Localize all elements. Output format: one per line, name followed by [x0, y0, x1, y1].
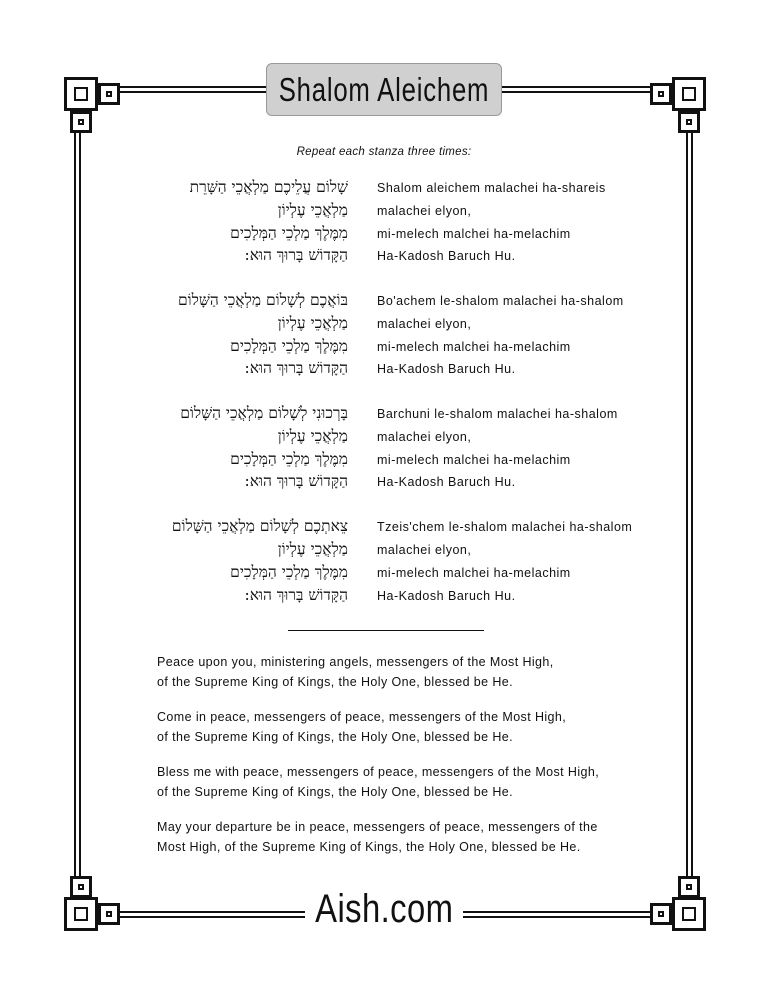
- border-right-line: [686, 133, 693, 878]
- hebrew-line: מַלְאֲכֵי עֶלְיוֹן: [277, 540, 348, 558]
- translation-paragraph-2: [157, 707, 566, 747]
- transliteration-line: Tzeis'chem le-shalom malachei ha-shalom: [377, 520, 633, 534]
- translation-paragraph-4: [157, 817, 598, 857]
- transliteration-line: Ha-Kadosh Baruch Hu.: [377, 475, 516, 489]
- transliteration-line: mi-melech malchei ha-melachim: [377, 340, 571, 354]
- hebrew-line: מַלְאֲכֵי עֶלְיוֹן: [277, 201, 348, 219]
- translation-line: Bless me with peace, messengers of peace, messengers of the Most High,: [157, 765, 600, 779]
- transliteration-line: Ha-Kadosh Baruch Hu.: [377, 249, 516, 263]
- translation-line: of the Supreme King of Kings, the Holy One, blessed be He.: [157, 785, 514, 799]
- translation-line: of the Supreme King of Kings, the Holy One, blessed be He.: [157, 730, 514, 744]
- transliteration-line: malachei elyon,: [377, 204, 472, 218]
- footer-brand-text: Aish.com: [314, 887, 454, 931]
- corner-square-icon: [678, 111, 700, 133]
- translation-line: Peace upon you, ministering angels, messengers of the Most High,: [157, 655, 554, 669]
- hebrew-line: מִמֶּלֶךְ מַלְכֵי הַמְּלָכִים: [230, 563, 348, 581]
- transliteration-line: Bo'achem le-shalom malachei ha-shalom: [377, 294, 624, 308]
- hebrew-line: בָּרְכוּנִי לְשָׁלוֹם מַלְאֲכֵי הַשָּׁלוֹם: [180, 404, 348, 422]
- hebrew-line: מַלְאֲכֵי עֶלְיוֹן: [277, 314, 348, 332]
- hebrew-line: הַקָּדוֹשׁ בָּרוּךְ הוּא:: [244, 359, 348, 377]
- transliteration-line: Ha-Kadosh Baruch Hu.: [377, 589, 516, 603]
- transliteration-line: Ha-Kadosh Baruch Hu.: [377, 362, 516, 376]
- corner-square-icon: [650, 83, 672, 105]
- hebrew-line: הַקָּדוֹשׁ בָּרוּךְ הוּא:: [244, 246, 348, 264]
- hebrew-line: שָׁלוֹם עֲלֵיכֶם מַלְאֲכֵי הַשָּׁרֵת: [189, 178, 348, 196]
- transliteration-line: malachei elyon,: [377, 317, 472, 331]
- corner-square-icon: [64, 77, 98, 111]
- instruction-text: Repeat each stanza three times:: [296, 146, 472, 158]
- translation-line: Come in peace, messengers of peace, messengers of the Most High,: [157, 710, 567, 724]
- hebrew-line: מִמֶּלֶךְ מַלְכֵי הַמְּלָכִים: [230, 224, 348, 242]
- transliteration-line: mi-melech malchei ha-melachim: [377, 453, 571, 467]
- title-banner: [266, 63, 502, 116]
- hebrew-line: צֵאתְכֶם לְשָׁלוֹם מַלְאֲכֵי הַשָּׁלוֹם: [171, 517, 348, 535]
- translation-line: Most High, of the Supreme King of Kings, the Holy One, blessed be He.: [157, 840, 581, 854]
- hebrew-line: מִמֶּלֶךְ מַלְכֵי הַמְּלָכִים: [230, 337, 348, 355]
- border-left-line: [74, 133, 81, 878]
- transliteration-line: Shalom aleichem malachei ha-shareis: [377, 181, 606, 195]
- footer: [0, 887, 768, 932]
- transliteration-line: Barchuni le-shalom malachei ha-shalom: [377, 407, 618, 421]
- corner-square-icon: [70, 111, 92, 133]
- section-divider: [288, 630, 484, 631]
- transliteration-line: mi-melech malchei ha-melachim: [377, 227, 571, 241]
- page-title: Shalom Aleichem: [278, 70, 490, 108]
- transliteration-line: malachei elyon,: [377, 430, 472, 444]
- hebrew-line: בּוֹאֲכֶם לְשָׁלוֹם מַלְאֲכֵי הַשָּׁלוֹם: [177, 291, 348, 309]
- corner-square-icon: [672, 77, 706, 111]
- translation-line: of the Supreme King of Kings, the Holy One, blessed be He.: [157, 675, 514, 689]
- translation-line: May your departure be in peace, messengers of peace, messengers of the: [157, 820, 598, 834]
- corner-square-icon: [98, 83, 120, 105]
- hebrew-line: מַלְאֲכֵי עֶלְיוֹן: [277, 427, 348, 445]
- translation-paragraph-1: [157, 652, 554, 692]
- transliteration-line: malachei elyon,: [377, 543, 472, 557]
- translation-paragraph-3: [157, 762, 599, 802]
- hebrew-line: מִמֶּלֶךְ מַלְכֵי הַמְּלָכִים: [230, 450, 348, 468]
- hebrew-line: הַקָּדוֹשׁ בָּרוּךְ הוּא:: [244, 586, 348, 604]
- transliteration-line: mi-melech malchei ha-melachim: [377, 566, 571, 580]
- hebrew-line: הַקָּדוֹשׁ בָּרוּךְ הוּא:: [244, 472, 348, 490]
